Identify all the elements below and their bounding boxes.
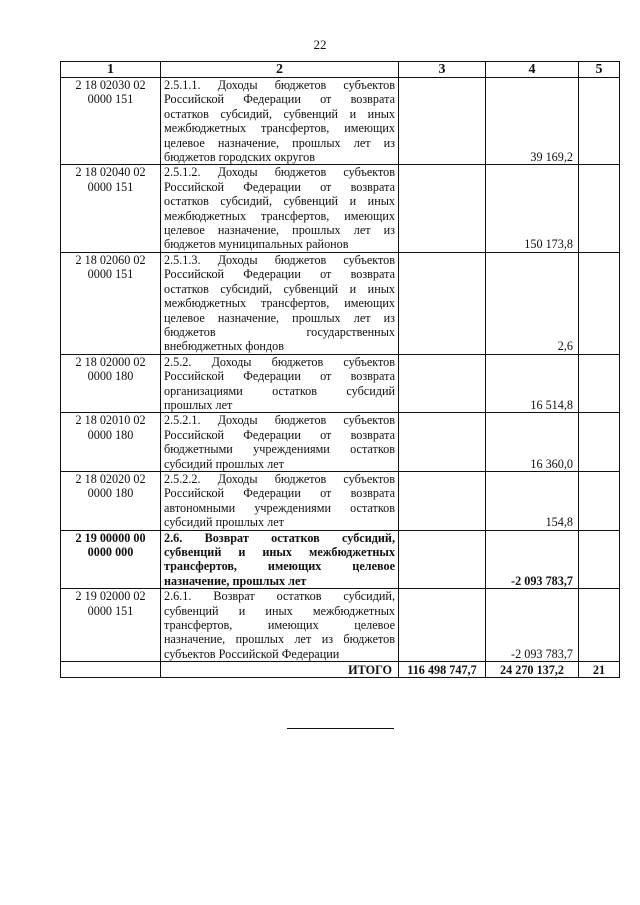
budget-code-cell: [61, 471, 161, 530]
description-cell: [161, 471, 399, 530]
column-header-3: 3: [399, 62, 486, 78]
col3-value: [399, 413, 486, 472]
budget-table: [60, 61, 620, 678]
description-cell: [161, 413, 399, 472]
col5-value: [579, 413, 620, 472]
col5-value: [579, 471, 620, 530]
page-number: 22: [313, 37, 327, 52]
budget-code-cell: [61, 589, 161, 662]
budget-code-line: 0000 180: [87, 427, 134, 442]
budget-code-cell: [61, 530, 161, 589]
description-line: Российской Федерации от возврата: [164, 92, 395, 107]
description-cell: [161, 252, 399, 354]
description-line: бюджетов муниципальных районов: [164, 237, 349, 252]
table-row: [61, 530, 620, 589]
table-row: [61, 354, 620, 413]
col3-value: [399, 354, 486, 413]
col3-value: [399, 78, 486, 165]
budget-code-cell: [61, 413, 161, 472]
description-cell: [161, 165, 399, 252]
table-row: [61, 471, 620, 530]
col4-value: 154,8: [486, 471, 579, 530]
description-line: межбюджетных трансфертов, имеющих: [164, 208, 395, 223]
budget-code-line: 2 18 02040 02: [75, 165, 146, 180]
col4-value: 2,6: [486, 252, 579, 354]
description-cell: [161, 589, 399, 662]
budget-code-line: 2 18 02030 02: [75, 78, 146, 92]
total-col5: 21: [579, 662, 620, 678]
column-header-1: 1: [61, 62, 161, 78]
total-col3: 116 498 747,7: [399, 662, 486, 678]
description-line: Российской Федерации от возврата: [164, 267, 395, 282]
description-line: 2.5.2. Доходы бюджетов субъектов: [164, 354, 395, 369]
budget-code-cell: [61, 78, 161, 165]
budget-code-cell: [61, 165, 161, 252]
table-header-row: [61, 62, 620, 78]
col3-value: [399, 471, 486, 530]
budget-code-line: 0000 151: [87, 92, 134, 107]
description-line: автономными учреждениями остатков: [164, 500, 395, 515]
col3-value: [399, 252, 486, 354]
budget-code-line: 0000 151: [87, 267, 134, 282]
total-col4: 24 270 137,2: [486, 662, 579, 678]
table-row: [61, 413, 620, 472]
description-line: целевое назначение, прошлых лет из: [164, 223, 395, 238]
description-line: внебюджетных фондов: [164, 339, 284, 354]
col5-value: [579, 165, 620, 252]
description-line: 2.5.1.2. Доходы бюджетов субъектов: [164, 165, 395, 180]
col4-value: 150 173,8: [486, 165, 579, 252]
description-line: 2.5.2.2. Доходы бюджетов субъектов: [164, 471, 395, 486]
description-line: субвенций и иных межбюджетных: [164, 603, 395, 618]
description-line: субъектов Российской Федерации: [164, 646, 340, 661]
col4-value: 16 514,8: [486, 354, 579, 413]
table-row: [61, 78, 620, 165]
description-line: трансфертов, имеющих целевое: [164, 559, 395, 574]
closing-rule: [287, 728, 394, 729]
description-line: субсидий прошлых лет: [164, 515, 284, 530]
col4-value: 39 169,2: [486, 78, 579, 165]
description-line: Российской Федерации от возврата: [164, 179, 395, 194]
description-line: остатков субсидий, субвенций и иных: [164, 194, 395, 209]
col5-value: [579, 589, 620, 662]
description-line: назначение, прошлых лет: [164, 573, 307, 588]
budget-code-line: 0000 151: [87, 179, 134, 194]
budget-code-line: 0000 000: [87, 545, 134, 559]
description-cell: [161, 530, 399, 589]
column-header-4: 4: [486, 62, 579, 78]
budget-code-line: 2 19 00000 00: [75, 530, 146, 545]
description-line: бюджетными учреждениями остатков: [164, 442, 395, 457]
total-row: [61, 662, 620, 678]
description-line: Российской Федерации от возврата: [164, 486, 395, 501]
description-line: 2.5.1.3. Доходы бюджетов субъектов: [164, 252, 395, 267]
description-line: организациями остатков субсидий: [164, 383, 395, 398]
description-line: назначение, прошлых лет из бюджетов: [164, 632, 395, 647]
budget-code-line: 0000 151: [87, 603, 134, 618]
budget-code-line: 0000 180: [87, 486, 134, 501]
budget-code-line: 2 18 02010 02: [75, 413, 146, 428]
table-row: [61, 252, 620, 354]
column-header-2: 2: [161, 62, 399, 78]
description-line: Российской Федерации от возврата: [164, 427, 395, 442]
budget-code-line: 2 19 02000 02: [75, 589, 146, 604]
description-line: 2.6.1. Возврат остатков субсидий,: [164, 589, 395, 604]
description-line: остатков субсидий, субвенций и иных: [164, 281, 395, 296]
description-line: субвенций и иных межбюджетных: [164, 545, 395, 559]
description-line: межбюджетных трансфертов, имеющих: [164, 296, 395, 311]
budget-code-cell: [61, 354, 161, 413]
total-label: ИТОГО: [161, 662, 399, 678]
budget-code-line: 2 18 02000 02: [75, 354, 146, 369]
description-line: прошлых лет: [164, 397, 233, 412]
col4-value: 16 360,0: [486, 413, 579, 472]
budget-code-line: 0000 180: [87, 369, 134, 384]
description-cell: [161, 354, 399, 413]
description-line: бюджетов государственных: [164, 324, 395, 339]
description-line: 2.6. Возврат остатков субсидий,: [164, 530, 395, 545]
col5-value: [579, 78, 620, 165]
description-line: целевое назначение, прошлых лет из: [164, 135, 395, 150]
description-line: субсидий прошлых лет: [164, 456, 284, 471]
table-row: [61, 589, 620, 662]
description-line: целевое назначение, прошлых лет из: [164, 310, 395, 325]
description-line: трансфертов, имеющих целевое: [164, 618, 395, 633]
description-line: бюджетов городских округов: [164, 150, 316, 165]
description-line: Российской Федерации от возврата: [164, 369, 395, 384]
col5-value: [579, 530, 620, 589]
col3-value: [399, 589, 486, 662]
description-cell: [161, 78, 399, 165]
description-line: межбюджетных трансфертов, имеющих: [164, 121, 395, 136]
column-header-5: 5: [579, 62, 620, 78]
col5-value: [579, 354, 620, 413]
total-code-cell: [61, 662, 161, 678]
description-line: 2.5.2.1. Доходы бюджетов субъектов: [164, 413, 395, 428]
col3-value: [399, 165, 486, 252]
description-line: 2.5.1.1. Доходы бюджетов субъектов: [164, 78, 395, 92]
budget-code-line: 2 18 02020 02: [75, 471, 146, 486]
table-row: [61, 165, 620, 252]
col4-value: -2 093 783,7: [486, 589, 579, 662]
budget-code-cell: [61, 252, 161, 354]
col5-value: [579, 252, 620, 354]
col3-value: [399, 530, 486, 589]
table-body: [61, 78, 620, 662]
budget-code-line: 2 18 02060 02: [75, 252, 146, 267]
col4-value: -2 093 783,7: [486, 530, 579, 589]
description-line: остатков субсидий, субвенций и иных: [164, 106, 395, 121]
